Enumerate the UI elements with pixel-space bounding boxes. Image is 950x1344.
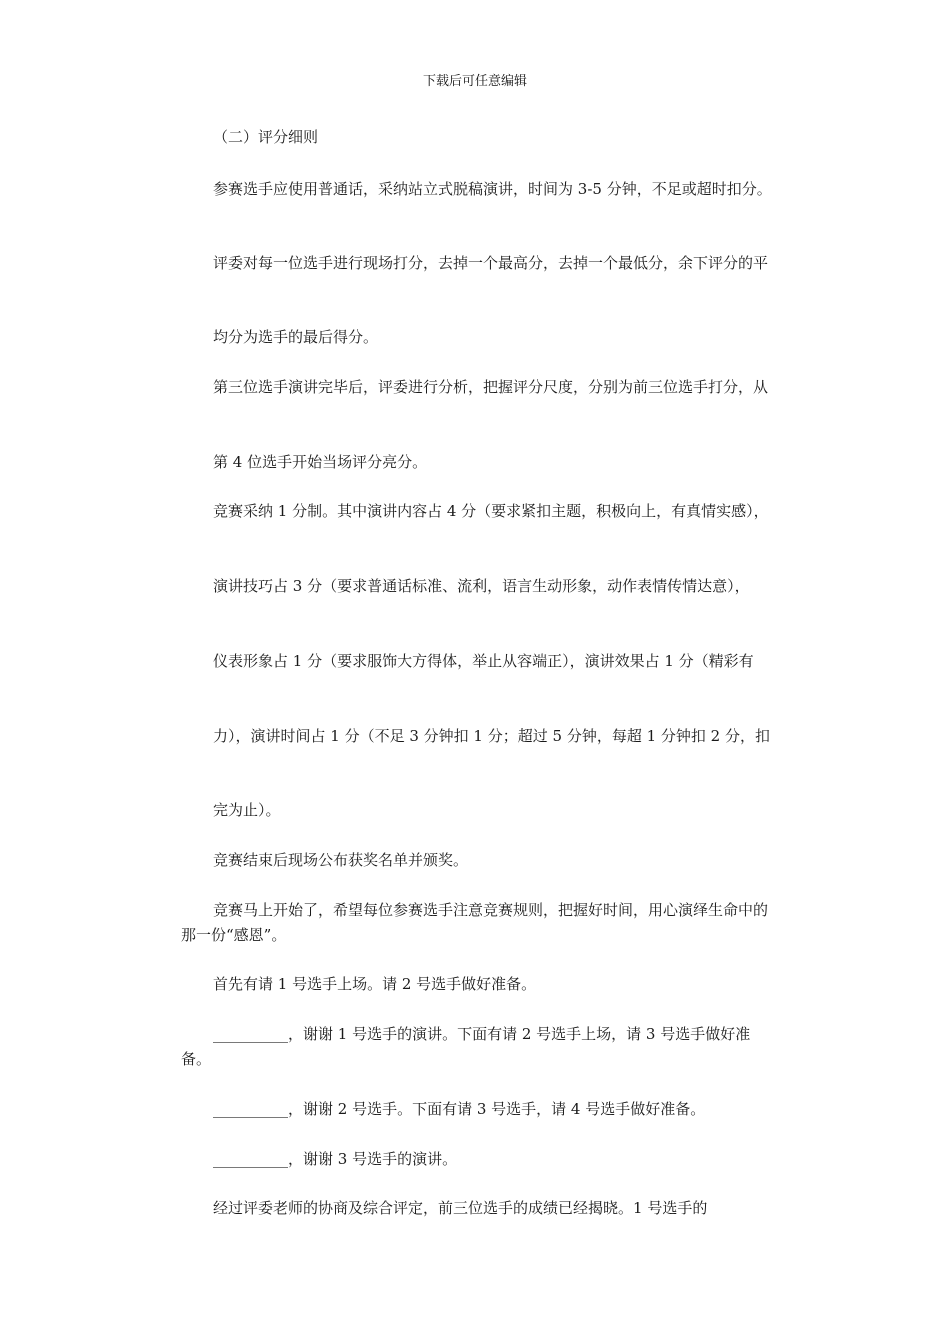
paragraph: __________，谢谢 1 号选手的演讲。下面有请 2 号选手上场，请 3 号选手做好准备。 xyxy=(181,1025,751,1068)
paragraph: __________，谢谢 2 号选手。下面有请 3 号选手，请 4 号选手做好准备。 xyxy=(213,1100,706,1118)
page-header: 下载后可任意编辑 xyxy=(422,74,527,89)
paragraph: 完为止）。 xyxy=(213,801,281,819)
paragraph: 竞赛结束后现场公布获奖名单并颁奖。 xyxy=(213,851,469,869)
paragraph: __________，谢谢 3 号选手的演讲。 xyxy=(213,1150,458,1168)
paragraph: 均分为选手的最后得分。 xyxy=(213,328,379,346)
paragraph: 力），演讲时间占 1 分（不足 3 分钟扣 1 分；超过 5 分钟，每超 1 分钟扣 2 分，扣 xyxy=(213,727,770,745)
paragraph: 仪表形象占 1 分（要求服饰大方得体，举止从容端正），演讲效果占 1 分（精彩有 xyxy=(213,652,754,670)
paragraph: 参赛选手应使用普通话，采纳站立式脱稿演讲，时间为 3-5 分钟，不足或超时扣分。 xyxy=(213,180,772,198)
paragraph: 首先有请 1 号选手上场。请 2 号选手做好准备。 xyxy=(213,975,537,993)
paragraph: 评委对每一位选手进行现场打分，去掉一个最高分，去掉一个最低分，余下评分的平 xyxy=(213,254,769,272)
section-heading: （二）评分细则 xyxy=(213,128,319,146)
paragraph: 竞赛马上开始了，希望每位参赛选手注意竞赛规则，把握好时间，用心演绎生命中的那一份“感恩”。 xyxy=(181,901,769,944)
paragraph: 经过评委老师的协商及综合评定，前三位选手的成绩已经揭晓。1 号选手的 xyxy=(213,1199,708,1217)
paragraph: 第 4 位选手开始当场评分亮分。 xyxy=(213,453,428,471)
paragraph: 第三位选手演讲完毕后，评委进行分析，把握评分尺度，分别为前三位选手打分，从 xyxy=(213,378,769,396)
paragraph: 演讲技巧占 3 分（要求普通话标准、流利，语言生动形象，动作表情传情达意）， xyxy=(213,577,750,595)
paragraph: 竞赛采纳 1 分制。其中演讲内容占 4 分（要求紧扣主题，积极向上，有真情实感）， xyxy=(213,502,769,520)
